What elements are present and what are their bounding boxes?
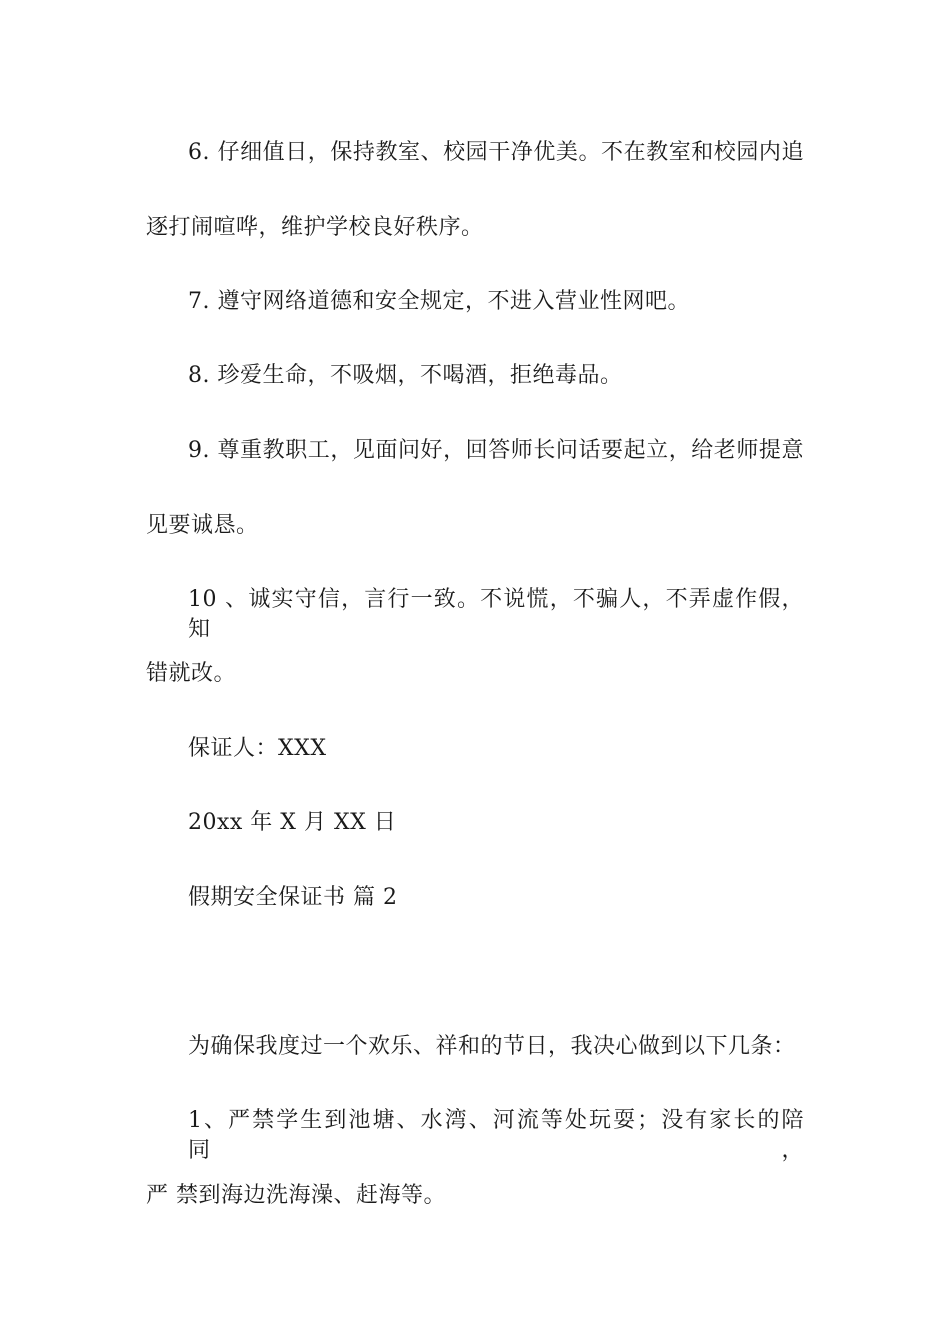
section-title: 假期安全保证书 篇 2	[188, 885, 398, 910]
rule-10-line-1: 10 、诚实守信，言行一致。不说慌，不骗人，不弄虚作假，知	[188, 587, 804, 642]
rule-10-line-2: 错就改。	[146, 661, 237, 686]
date-line: 20xx 年 X 月 XX 日	[188, 810, 397, 835]
rule-6-line-1: 6. 仔细值日，保持教室、校园干净优美。不在教室和校园内追	[188, 140, 804, 165]
intro-paragraph: 为确保我度过一个欢乐、祥和的节日，我决心做到以下几条：	[188, 1034, 796, 1059]
rule-6-line-2: 逐打闹喧哗，维护学校良好秩序。	[146, 215, 484, 240]
rule-8: 8. 珍爱生命，不吸烟，不喝酒，拒绝毒品。	[188, 363, 623, 388]
rule-9-line-1: 9. 尊重教职工，见面问好，回答师长问话要起立，给老师提意	[188, 438, 804, 463]
guarantor-signature: 保证人：XXX	[188, 736, 327, 761]
item-1-line-1: 1、严禁学生到池塘、水湾、河流等处玩耍；没有家长的陪同，	[188, 1108, 804, 1163]
rule-7: 7. 遵守网络道德和安全规定，不进入营业性网吧。	[188, 289, 690, 314]
item-1-line-2: 严 禁到海边洗海澡、赶海等。	[146, 1183, 446, 1208]
rule-9-line-2: 见要诚恳。	[146, 513, 259, 538]
